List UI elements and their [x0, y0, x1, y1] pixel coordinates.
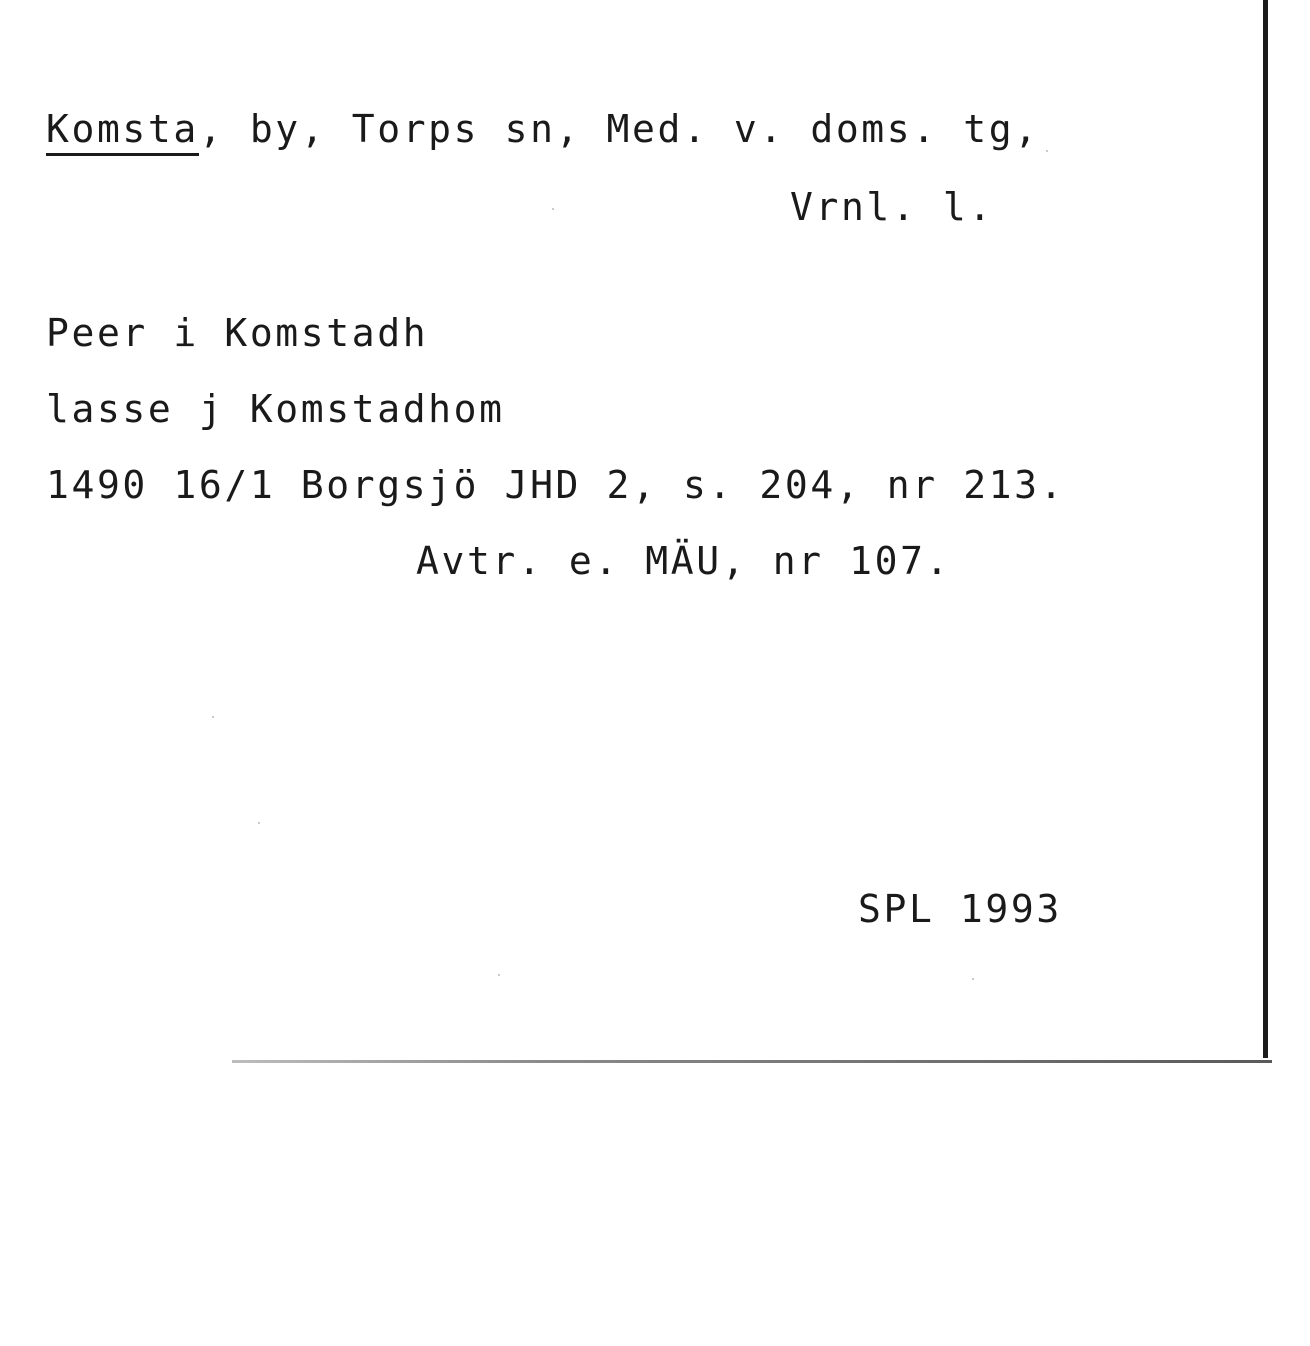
place-name: Komsta [46, 107, 199, 156]
paper-speck [552, 208, 554, 210]
paper-speck [1046, 150, 1048, 152]
paper-speck [258, 822, 260, 824]
source-reference: 1490 16/1 Borgsjö JHD 2, s. 204, nr 213. [46, 463, 1066, 507]
card-right-edge [1263, 0, 1268, 1058]
paper-speck [498, 974, 500, 976]
heading-details: , by, Torps sn, Med. v. doms. tg, [198, 107, 1040, 151]
heading-line [46, 107, 1040, 151]
region-line: Vrnl. l. [790, 185, 994, 229]
paper-speck [212, 716, 214, 718]
paper-speck [972, 978, 974, 980]
name-line-1: Peer i Komstadh [46, 311, 429, 355]
name-line-2: lasse j Komstadhom [46, 387, 505, 431]
copy-note: Avtr. e. MÄU, nr 107. [416, 539, 952, 583]
signature: SPL 1993 [858, 887, 1062, 931]
card-bottom-edge [232, 1060, 1272, 1063]
